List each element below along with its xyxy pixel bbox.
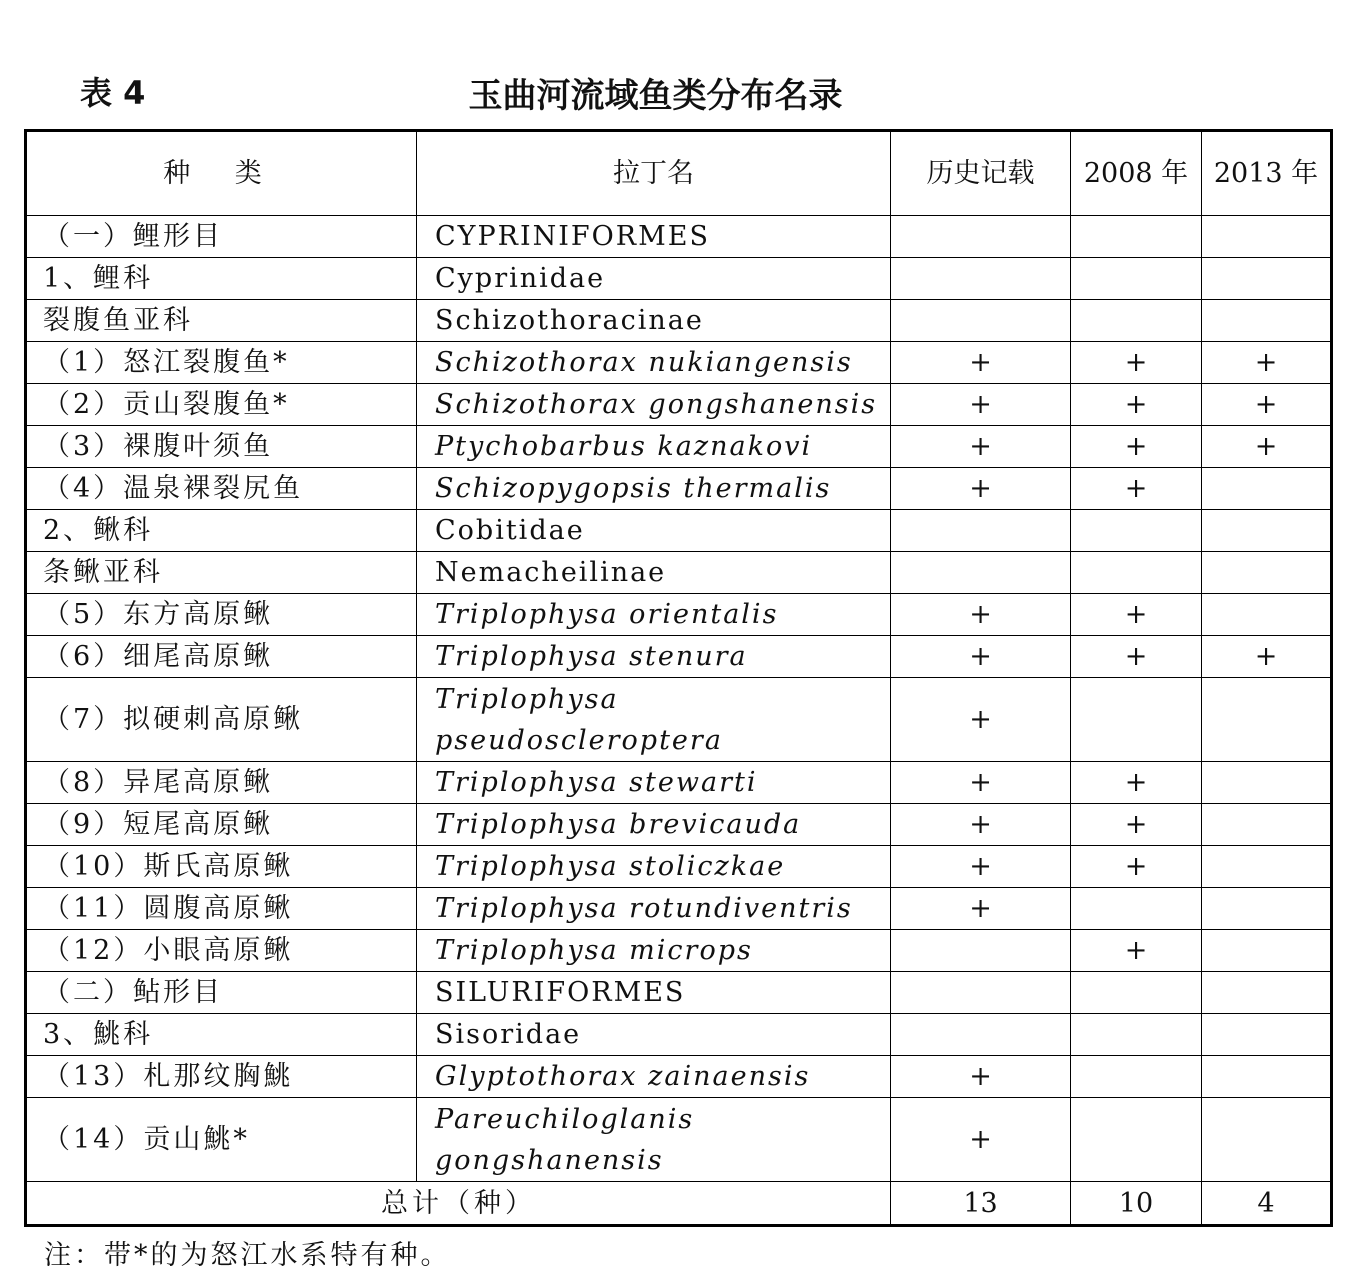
y2013-mark [1202,1014,1332,1056]
y2013-mark [1202,762,1332,804]
species-cell: 2、鳅科 [26,510,417,552]
y2013-mark [1202,258,1332,300]
species-cell: （8）异尾高原鳅 [26,762,417,804]
y2013-mark: + [1202,426,1332,468]
latin-name-cell: Triplophysa stewarti [417,762,891,804]
history-mark [891,552,1071,594]
table-title: 玉曲河流域鱼类分布名录 [468,76,843,116]
species-cell: （4）温泉裸裂尻鱼 [26,468,417,510]
latin-name-cell: Ptychobarbus kaznakovi [417,426,891,468]
y2013-mark [1202,552,1332,594]
species-cell: 1、鲤科 [26,258,417,300]
total-2013: 4 [1202,1182,1332,1226]
header-history: 历史记载 [891,131,1071,216]
species-cell: （5）东方高原鳅 [26,594,417,636]
history-mark [891,510,1071,552]
table-number: 表 4 [80,74,146,112]
history-mark: + [891,678,1071,762]
y2013-mark [1202,510,1332,552]
y2008-mark: + [1071,930,1202,972]
y2008-mark [1071,300,1202,342]
y2013-mark [1202,846,1332,888]
table-row [26,510,1332,552]
y2008-mark: + [1071,342,1202,384]
latin-name-cell: Triplophysa stoliczkae [417,846,891,888]
latin-name-cell: Schizothoracinae [417,300,891,342]
table-row [26,888,1332,930]
history-mark: + [891,468,1071,510]
latin-name-cell: Triplophysa microps [417,930,891,972]
y2008-mark [1071,1056,1202,1098]
species-cell: （一）鲤形目 [26,216,417,258]
header-2008: 2008 年 [1071,131,1202,216]
total-row [26,1182,1332,1226]
y2013-mark [1202,1098,1332,1182]
history-mark: + [891,1098,1071,1182]
y2008-mark: + [1071,762,1202,804]
footnote: 注：带*的为怒江水系特有种。 [44,1240,451,1271]
latin-name-cell: Triplophysa stenura [417,636,891,678]
y2013-mark [1202,930,1332,972]
table-row [26,1056,1332,1098]
latin-name-cell: Sisoridae [417,1014,891,1056]
y2013-mark [1202,594,1332,636]
table-row [26,468,1332,510]
header-row [26,131,1332,216]
table-row [26,300,1332,342]
table-row [26,216,1332,258]
y2008-mark [1071,678,1202,762]
fish-distribution-table [24,129,1333,1227]
total-2008: 10 [1071,1182,1202,1226]
y2008-mark [1071,1014,1202,1056]
history-mark: + [891,846,1071,888]
history-mark: + [891,888,1071,930]
y2013-mark [1202,216,1332,258]
table-row [26,258,1332,300]
table-row [26,384,1332,426]
y2008-mark: + [1071,426,1202,468]
y2013-mark [1202,804,1332,846]
y2008-mark [1071,972,1202,1014]
history-mark: + [891,1056,1071,1098]
history-mark: + [891,384,1071,426]
species-cell: （11）圆腹高原鳅 [26,888,417,930]
species-cell: （13）札那纹胸鮡 [26,1056,417,1098]
y2008-mark [1071,1098,1202,1182]
y2008-mark: + [1071,804,1202,846]
y2013-mark [1202,972,1332,1014]
table-row [26,930,1332,972]
history-mark: + [891,426,1071,468]
latin-name-cell: CYPRINIFORMES [417,216,891,258]
total-history: 13 [891,1182,1071,1226]
y2008-mark: + [1071,384,1202,426]
y2008-mark: + [1071,594,1202,636]
y2013-mark: + [1202,342,1332,384]
header-latin: 拉丁名 [417,131,891,216]
latin-name-cell: Triplophysa rotundiventris [417,888,891,930]
history-mark: + [891,594,1071,636]
latin-name-cell: Triplophysa orientalis [417,594,891,636]
y2008-mark: + [1071,846,1202,888]
latin-name-cell: Schizothorax nukiangensis [417,342,891,384]
latin-name-cell: SILURIFORMES [417,972,891,1014]
species-cell: 条鳅亚科 [26,552,417,594]
table-row [26,678,1332,762]
species-cell: （2）贡山裂腹鱼* [26,384,417,426]
species-cell: （12）小眼高原鳅 [26,930,417,972]
species-cell: （二）鲇形目 [26,972,417,1014]
y2008-mark: + [1071,468,1202,510]
y2013-mark: + [1202,636,1332,678]
y2008-mark [1071,258,1202,300]
history-mark: + [891,762,1071,804]
y2013-mark: + [1202,384,1332,426]
history-mark [891,300,1071,342]
species-cell: （9）短尾高原鳅 [26,804,417,846]
latin-name-cell: Triplophysa pseudoscleroptera [417,678,891,762]
y2013-mark [1202,678,1332,762]
latin-name-cell: Schizopygopsis thermalis [417,468,891,510]
history-mark: + [891,636,1071,678]
latin-name-cell: Pareuchiloglanis gongshanensis [417,1098,891,1182]
table-row [26,636,1332,678]
history-mark: + [891,804,1071,846]
history-mark [891,1014,1071,1056]
y2008-mark [1071,216,1202,258]
y2013-mark [1202,888,1332,930]
y2013-mark [1202,1056,1332,1098]
table-row [26,552,1332,594]
header-species: 种 类 [26,131,417,216]
table-row [26,804,1332,846]
history-mark [891,216,1071,258]
latin-name-cell: Triplophysa brevicauda [417,804,891,846]
latin-name-cell: Nemacheilinae [417,552,891,594]
table-row [26,762,1332,804]
latin-name-cell: Cyprinidae [417,258,891,300]
table-row [26,1098,1332,1182]
species-cell: （7）拟硬刺高原鳅 [26,678,417,762]
latin-name-cell: Glyptothorax zainaensis [417,1056,891,1098]
y2008-mark: + [1071,636,1202,678]
latin-name-cell: Cobitidae [417,510,891,552]
table-row [26,846,1332,888]
y2013-mark [1202,300,1332,342]
history-mark: + [891,342,1071,384]
total-label: 总计（种） [26,1182,891,1226]
header-2013: 2013 年 [1202,131,1332,216]
history-mark [891,930,1071,972]
species-cell: （10）斯氏高原鳅 [26,846,417,888]
y2013-mark [1202,468,1332,510]
table-row [26,342,1332,384]
species-cell: （14）贡山鮡* [26,1098,417,1182]
table-row [26,426,1332,468]
latin-name-cell: Schizothorax gongshanensis [417,384,891,426]
table-row [26,972,1332,1014]
history-mark [891,972,1071,1014]
table-body [26,216,1332,1182]
species-cell: 3、鮡科 [26,1014,417,1056]
y2008-mark [1071,888,1202,930]
y2008-mark [1071,510,1202,552]
history-mark [891,258,1071,300]
species-cell: （3）裸腹叶须鱼 [26,426,417,468]
species-cell: （1）怒江裂腹鱼* [26,342,417,384]
species-cell: （6）细尾高原鳅 [26,636,417,678]
table-row [26,1014,1332,1056]
species-cell: 裂腹鱼亚科 [26,300,417,342]
table-row [26,594,1332,636]
y2008-mark [1071,552,1202,594]
